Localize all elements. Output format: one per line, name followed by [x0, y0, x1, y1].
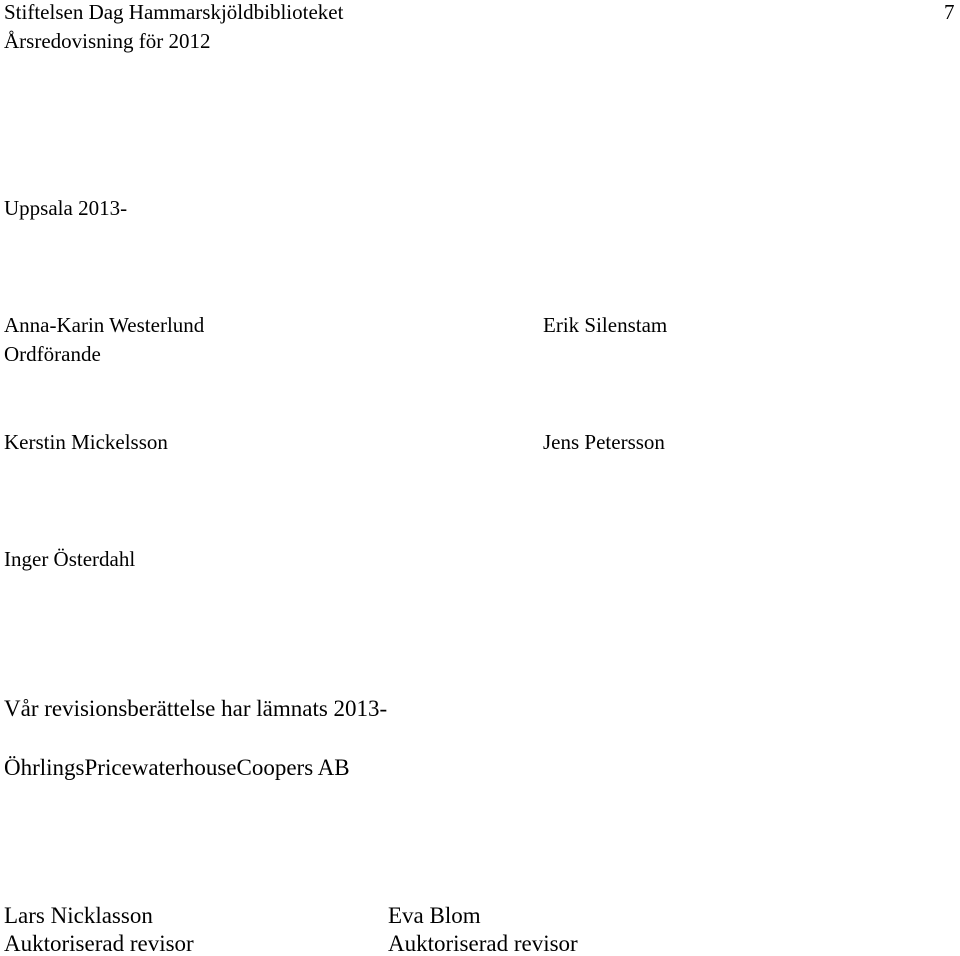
audit-firm: ÖhrlingsPricewaterhouseCoopers AB — [4, 755, 350, 780]
organization-name: Stiftelsen Dag Hammarskjöldbiblioteket — [4, 0, 344, 24]
board-member-name: Anna-Karin Westerlund — [4, 313, 205, 337]
place-date: Uppsala 2013- — [4, 196, 128, 220]
board-member-name: Erik Silenstam — [543, 313, 668, 337]
board-member-name: Inger Österdahl — [4, 547, 136, 571]
board-member-role: Ordförande — [4, 342, 101, 366]
auditor-name: Lars Nicklasson — [4, 903, 153, 928]
audit-statement: Vår revisionsberättelse har lämnats 2013- — [4, 696, 388, 721]
board-member-name: Jens Petersson — [543, 430, 665, 454]
auditor-name: Eva Blom — [388, 903, 481, 928]
page-number: 7 — [944, 0, 955, 24]
board-member-name: Kerstin Mickelsson — [4, 430, 168, 454]
report-title: Årsredovisning för 2012 — [4, 29, 211, 53]
auditor-title: Auktoriserad revisor — [388, 931, 578, 956]
auditor-title: Auktoriserad revisor — [4, 931, 194, 956]
